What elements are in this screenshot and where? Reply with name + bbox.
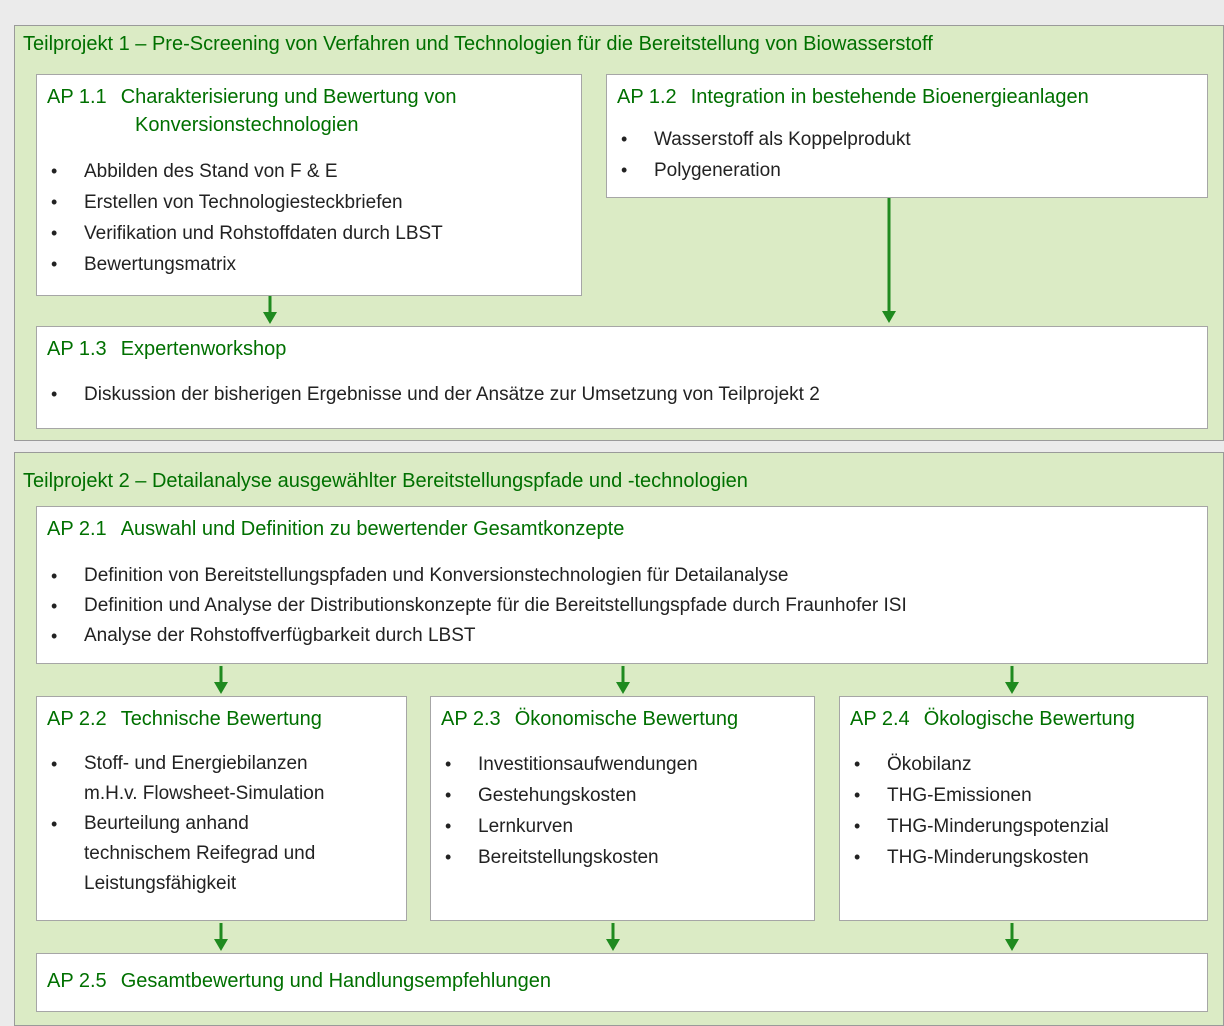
list-item: • Erstellen von Technologiesteckbriefen xyxy=(47,187,443,218)
ap-2-3-code: AP 2.3 xyxy=(441,708,501,730)
ap-1-1-box xyxy=(36,74,582,296)
ap-2-2-item-1-line-2: m.H.v. Flowsheet-Simulation xyxy=(84,783,325,804)
ap-2-1-code: AP 2.1 xyxy=(47,518,107,540)
list-item: • Definition und Analyse der Distributionskonzepte für die Bereitstellungspfade durch Fraunhofer ISI xyxy=(47,591,907,621)
list-item: • Definition von Bereitstellungspfaden und Konversionstechnologien für Detailanalyse xyxy=(47,561,907,591)
ap-2-2-title xyxy=(47,705,322,733)
ap-1-2-title xyxy=(617,83,1089,111)
list-item: • Lernkurven xyxy=(441,811,698,842)
ap-1-2-list xyxy=(617,124,911,186)
list-item: • THG-Minderungspotenzial xyxy=(850,811,1109,842)
ap-2-2-item-2-line-2: technischem Reifegrad und xyxy=(84,843,316,864)
ap-2-2-item-1-line-1: Stoff- und Energiebilanzen xyxy=(84,753,308,774)
ap-1-2-box xyxy=(606,74,1208,198)
ap-1-3-box xyxy=(36,326,1208,429)
ap-1-1-list xyxy=(47,156,443,280)
ap-2-4-list xyxy=(850,749,1109,873)
ap-2-3-title xyxy=(441,705,738,733)
ap-2-4-heading: Ökologische Bewertung xyxy=(923,708,1135,730)
ap-1-1-heading: Charakterisierung und Bewertung von xyxy=(120,86,457,108)
ap-2-2-list xyxy=(47,749,324,899)
ap-2-5-box xyxy=(36,953,1208,1012)
teilprojekt-1-title: Teilprojekt 1 – Pre-Screening von Verfahren und Technologien für die Bereitstellung von Biowasserstoff xyxy=(23,33,933,55)
ap-2-5-heading: Gesamtbewertung und Handlungsempfehlungen xyxy=(120,970,551,992)
list-item: • Diskussion der bisherigen Ergebnisse und der Ansätze zur Umsetzung von Teilprojekt 2 xyxy=(47,379,820,410)
ap-2-5-code: AP 2.5 xyxy=(47,970,107,992)
arrow-ap23-to-ap25 xyxy=(603,921,623,953)
list-item: • Ökobilanz xyxy=(850,749,1109,780)
arrow-ap12-to-ap13 xyxy=(879,198,899,326)
list-item: • Gestehungskosten xyxy=(441,780,698,811)
ap-2-4-title xyxy=(850,705,1135,733)
ap-1-3-list xyxy=(47,379,820,410)
arrow-ap21-to-ap23 xyxy=(613,664,633,696)
list-item: • THG-Minderungskosten xyxy=(850,842,1109,873)
ap-2-1-title xyxy=(47,515,624,543)
arrow-ap11-to-ap13 xyxy=(260,296,280,326)
list-item: • Wasserstoff als Koppelprodukt xyxy=(617,124,911,155)
ap-2-1-heading: Auswahl und Definition zu bewertender Gesamtkonzepte xyxy=(120,518,625,540)
ap-2-3-heading: Ökonomische Bewertung xyxy=(514,708,739,730)
arrow-ap21-to-ap22 xyxy=(211,664,231,696)
ap-2-1-list xyxy=(47,561,907,651)
list-item: • Abbilden des Stand von F & E xyxy=(47,156,443,187)
ap-2-4-box xyxy=(839,696,1208,921)
ap-1-2-heading: Integration in bestehende Bioenergieanlagen xyxy=(690,86,1089,108)
list-item xyxy=(47,809,324,899)
ap-2-5-title xyxy=(47,967,551,995)
teilprojekt-2-title: Teilprojekt 2 – Detailanalyse ausgewählter Bereitstellungspfade und -technologien xyxy=(23,470,748,492)
list-item: • Bereitstellungskosten xyxy=(441,842,698,873)
arrow-ap22-to-ap25 xyxy=(211,921,231,953)
list-item: • Polygeneration xyxy=(617,155,911,186)
ap-1-3-heading: Expertenworkshop xyxy=(120,338,287,360)
ap-1-3-title xyxy=(47,335,286,363)
ap-1-3-code: AP 1.3 xyxy=(47,338,107,360)
ap-2-3-list xyxy=(441,749,698,873)
ap-1-1-title xyxy=(47,83,456,139)
ap-2-3-box xyxy=(430,696,815,921)
ap-2-2-box xyxy=(36,696,407,921)
ap-2-1-box xyxy=(36,506,1208,664)
list-item: • THG-Emissionen xyxy=(850,780,1109,811)
ap-2-2-item-2-line-1: Beurteilung anhand xyxy=(84,813,249,834)
ap-1-1-code: AP 1.1 xyxy=(47,86,107,108)
list-item: • Investitionsaufwendungen xyxy=(441,749,698,780)
list-item: • Bewertungsmatrix xyxy=(47,249,443,280)
arrow-ap21-to-ap24 xyxy=(1002,664,1022,696)
list-item xyxy=(47,749,324,809)
ap-1-2-code: AP 1.2 xyxy=(617,86,677,108)
ap-2-2-code: AP 2.2 xyxy=(47,708,107,730)
ap-1-1-heading-line2: Konversionstechnologien xyxy=(135,114,359,136)
ap-2-2-item-2-line-3: Leistungsfähigkeit xyxy=(84,873,237,894)
arrow-ap24-to-ap25 xyxy=(1002,921,1022,953)
list-item: • Analyse der Rohstoffverfügbarkeit durch LBST xyxy=(47,621,907,651)
list-item: • Verifikation und Rohstoffdaten durch LBST xyxy=(47,218,443,249)
ap-2-2-heading: Technische Bewertung xyxy=(120,708,322,730)
ap-2-4-code: AP 2.4 xyxy=(850,708,910,730)
